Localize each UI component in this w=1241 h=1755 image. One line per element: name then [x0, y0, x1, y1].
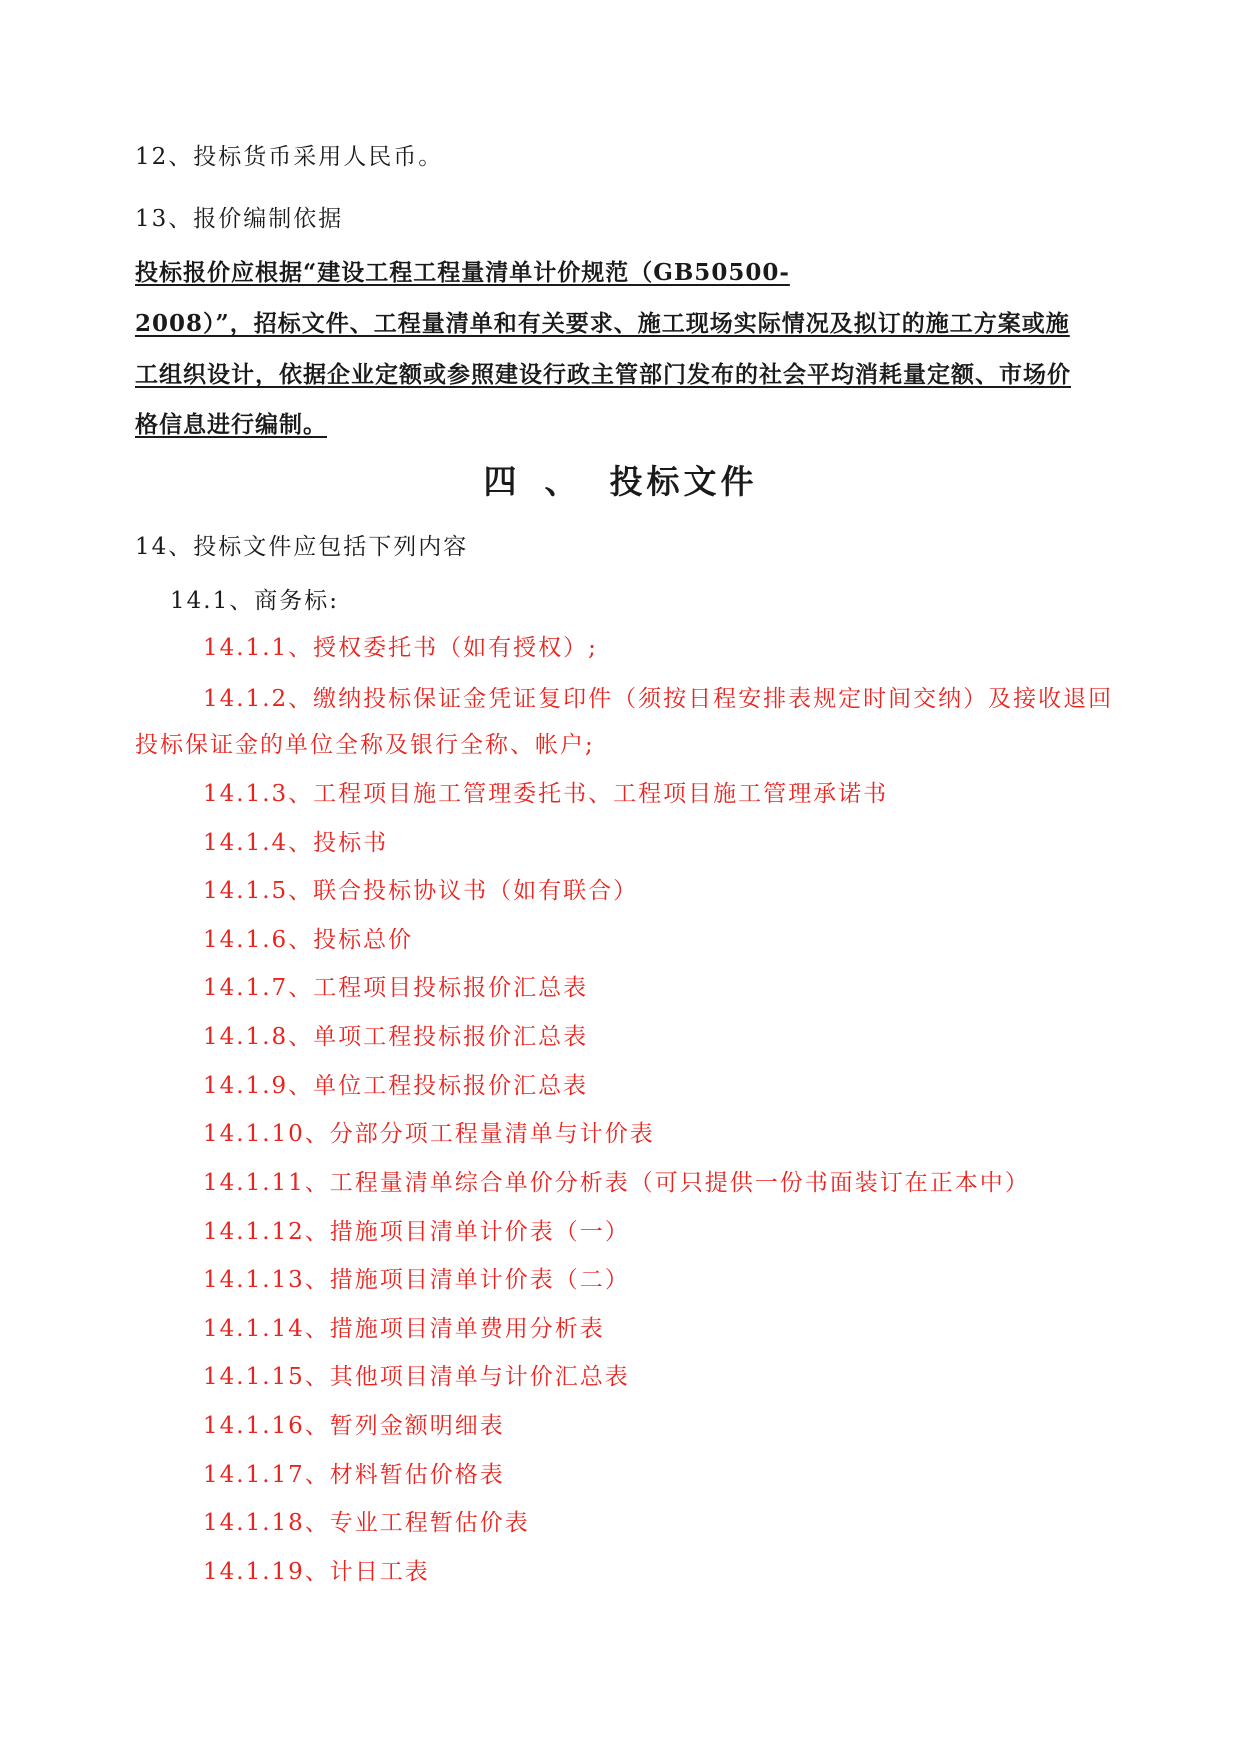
list-item: 14.1.6、投标总价 [203, 927, 414, 953]
list-item: 14.1.4、投标书 [203, 830, 389, 856]
basis-line-2: 2008）”，招标文件、工程量清单和有关要求、施工现场实际情况及拟订的施工方案或施 [135, 310, 1070, 337]
heading-number: 四 [483, 462, 521, 501]
list-item: 14.1.13、措施项目清单计价表（二） [203, 1267, 630, 1293]
item-14: 14、投标文件应包括下列内容 [135, 534, 469, 560]
list-item: 14.1.16、暂列金额明细表 [203, 1413, 505, 1439]
list-item: 14.1.7、工程项目投标报价汇总表 [203, 975, 589, 1001]
list-item: 14.1.2、缴纳投标保证金凭证复印件（须按日程安排表规定时间交纳）及接收退回 [203, 686, 1114, 712]
basis-line-3: 工组织设计，依据企业定额或参照建设行政主管部门发布的社会平均消耗量定额、市场价 [135, 361, 1071, 388]
list-item: 14.1.1、授权委托书（如有授权）; [203, 635, 598, 661]
list-item: 14.1.15、其他项目清单与计价汇总表 [203, 1364, 630, 1390]
list-item: 14.1.14、措施项目清单费用分析表 [203, 1316, 605, 1342]
list-item-continuation: 投标保证金的单位全称及银行全称、帐户; [135, 732, 595, 758]
list-item: 14.1.5、联合投标协议书（如有联合） [203, 878, 639, 904]
list-item: 14.1.17、材料暂估价格表 [203, 1462, 505, 1488]
heading-separator: 、 [544, 462, 582, 501]
item-13: 13、报价编制依据 [135, 206, 344, 232]
list-item: 14.1.10、分部分项工程量清单与计价表 [203, 1121, 655, 1147]
basis-line-4: 格信息进行编制。 [135, 411, 327, 438]
list-item: 14.1.18、专业工程暂估价表 [203, 1510, 530, 1536]
item-12: 12、投标货币采用人民币。 [135, 144, 444, 170]
list-item: 14.1.3、工程项目施工管理委托书、工程项目施工管理承诺书 [203, 781, 889, 807]
heading-title: 投标文件 [609, 462, 758, 501]
list-item: 14.1.12、措施项目清单计价表（一） [203, 1219, 630, 1245]
list-item: 14.1.19、计日工表 [203, 1559, 430, 1585]
section-heading [0, 462, 1241, 502]
list-item: 14.1.11、工程量清单综合单价分析表（可只提供一份书面装订在正本中） [203, 1170, 1030, 1196]
list-item: 14.1.8、单项工程投标报价汇总表 [203, 1024, 589, 1050]
basis-line-1: 投标报价应根据“建设工程工程量清单计价规范（GB50500- [135, 259, 790, 286]
item-14-1: 14.1、商务标: [170, 588, 339, 614]
list-item: 14.1.9、单位工程投标报价汇总表 [203, 1073, 589, 1099]
